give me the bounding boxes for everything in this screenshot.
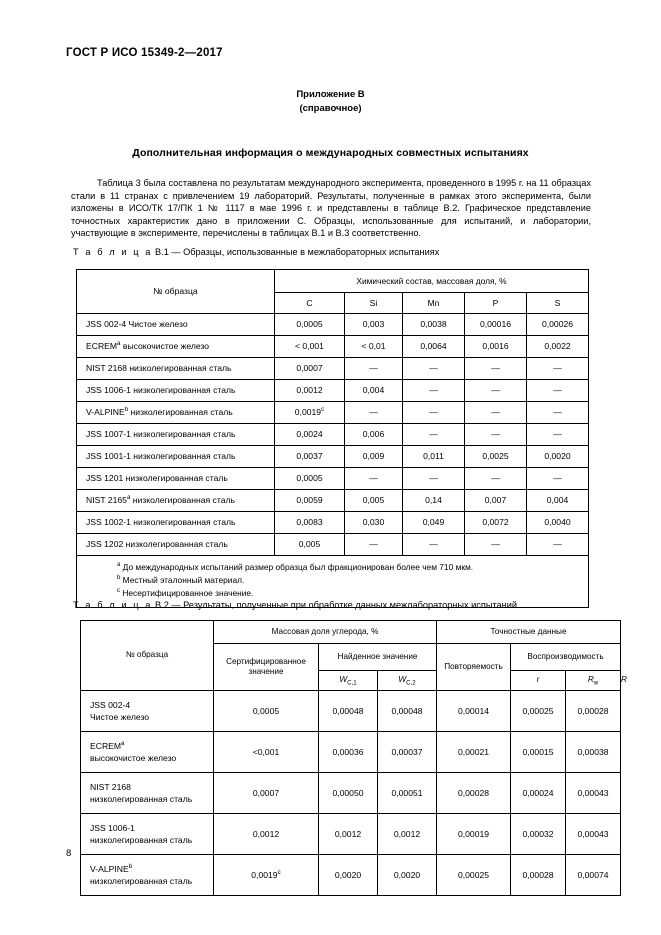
value-cell: — — [465, 468, 527, 490]
value-cell: 0,007 — [465, 490, 527, 512]
appendix-subtitle: (справочное) — [299, 102, 362, 114]
table-row — [77, 468, 589, 490]
value-cell: 0,006 — [345, 424, 403, 446]
value-cell: 0,00024 — [511, 773, 566, 814]
sample-name-cell: JSS 002-4 Чистое железо — [77, 314, 275, 336]
table-row — [81, 814, 621, 855]
value-cell: 0,00016 — [465, 314, 527, 336]
sample-name-text: V-ALPINE — [86, 407, 125, 418]
sample-name-line2: низколегированная сталь — [90, 794, 193, 804]
value-cell: — — [403, 380, 465, 402]
sample-name-cell: JSS 1202 низколегированная сталь — [77, 534, 275, 556]
table-b2-col-certified: Сертифицированное значение — [214, 644, 319, 691]
value-cell: 0,0020 — [527, 446, 589, 468]
table-b1-col-p: P — [465, 293, 527, 314]
table-b2-caption-text: — Результаты, полученные при обработке данных межлабораторных испытаний — [171, 600, 517, 610]
appendix-heading — [0, 88, 661, 116]
table-b2-col-wc2 — [378, 671, 437, 691]
value-cell: — — [403, 468, 465, 490]
value-cell: 0,0007 — [275, 358, 345, 380]
rw-sub: w — [593, 680, 599, 688]
table-b1-body — [77, 314, 589, 556]
table-row — [77, 336, 589, 358]
value-cell: — — [345, 402, 403, 424]
value-cell: 0,005 — [275, 534, 345, 556]
value-cell: — — [403, 534, 465, 556]
value-cell: — — [345, 534, 403, 556]
wc1-base: W — [339, 675, 348, 685]
footnote-text: До международных испытаний размер образца был фракционирован более чем 710 мкм. — [120, 562, 474, 572]
page-number: 8 — [66, 848, 72, 859]
value-cell: 0,00028 — [511, 855, 566, 896]
value-cell: 0,00025 — [511, 691, 566, 732]
table-row — [77, 490, 589, 512]
sample-name-cell: NIST 2168 низколегированная сталь — [77, 358, 275, 380]
table-b1-caption-prefix: Т а б л и ц а — [73, 247, 153, 257]
value-cell: — — [465, 358, 527, 380]
table-b2-caption-number: В.2 — [155, 600, 169, 610]
value-cell: 0,0022 — [527, 336, 589, 358]
sample-name-text: ECREM — [86, 341, 118, 352]
value-cell: 0,0064 — [403, 336, 465, 358]
sample-name-text-2: высокочистое железо — [120, 341, 210, 352]
value-cell: — — [465, 402, 527, 424]
table-row — [81, 855, 621, 896]
wc2-sub: C,2 — [406, 680, 416, 688]
table-row — [77, 424, 589, 446]
value-cell: — — [527, 380, 589, 402]
table-b2-col-rw — [566, 671, 621, 691]
value-cell: 0,0005 — [275, 468, 345, 490]
value-cell: < 0,001 — [275, 336, 345, 358]
certified-value-cell: 0,0012 — [214, 814, 319, 855]
sample-name-line1: JSS 1006-1 — [90, 822, 135, 833]
table-b1-caption — [73, 247, 439, 257]
sample-name-cell — [81, 773, 214, 814]
value-cell: < 0,01 — [345, 336, 403, 358]
sample-name-cell: JSS 1007-1 низколегированная сталь — [77, 424, 275, 446]
table-b1-header-row-1 — [77, 270, 589, 293]
value-cell: 0,00015 — [511, 732, 566, 773]
table-b1-col-c: C — [275, 293, 345, 314]
table-b1-caption-text: — Образцы, использованные в межлабораторных испытаниях — [171, 247, 440, 257]
value-cell: — — [527, 468, 589, 490]
footnote-marker: b — [117, 575, 121, 582]
value-cell: 0,0024 — [275, 424, 345, 446]
wc1-sub: C,1 — [347, 680, 357, 688]
table-row — [77, 380, 589, 402]
value-cell: 0,0016 — [465, 336, 527, 358]
table-row — [81, 691, 621, 732]
r-symbol: r — [536, 675, 540, 685]
table-b2-col-repeatability: Повторяемость — [437, 644, 511, 691]
sample-name-line1: V-ALPINE$^b$ — [90, 862, 133, 874]
value-cell: — — [527, 402, 589, 424]
value-cell: 0,004 — [345, 380, 403, 402]
sample-name-text: NIST 2165 — [86, 495, 127, 506]
table-b1-col-sample: № образца — [77, 270, 275, 314]
value-cell: 0,00028 — [437, 773, 511, 814]
sample-name-cell — [77, 402, 275, 424]
table-b1-col-group: Химический состав, массовая доля, % — [275, 270, 589, 293]
value-cell: 0,011 — [403, 446, 465, 468]
footnote-marker: b — [128, 862, 133, 870]
footnote-marker: a — [117, 340, 121, 348]
table-b2-col-found: Найденное значение — [319, 644, 437, 671]
table-b2-col-sample: № образца — [81, 621, 214, 691]
value-cell: 0,0083 — [275, 512, 345, 534]
sample-name-cell — [81, 732, 214, 773]
value-cell: 0,0019$^c$ — [275, 402, 345, 424]
sample-name-cell — [81, 855, 214, 896]
sample-name-cell — [81, 691, 214, 732]
value-cell: — — [403, 424, 465, 446]
value-cell: 0,00048 — [378, 691, 437, 732]
sample-name-line2: высокочистое железо — [90, 753, 177, 763]
table-b2-caption — [73, 600, 517, 610]
table-b2-header-row-1 — [81, 621, 621, 644]
page-title: Дополнительная информация о международных совместных испытаниях — [132, 147, 529, 159]
value-cell: 0,00051 — [378, 773, 437, 814]
footnote — [117, 574, 580, 587]
value-cell: 0,0072 — [465, 512, 527, 534]
table-b2-col-group-mass: Массовая доля углерода, % — [214, 621, 437, 644]
footnote — [117, 561, 580, 574]
table-b2 — [80, 620, 627, 896]
value-cell: 0,0037 — [275, 446, 345, 468]
value-cell: — — [527, 358, 589, 380]
value-cell: 0,00050 — [319, 773, 378, 814]
table-row — [81, 773, 621, 814]
value-cell: 0,14 — [403, 490, 465, 512]
value-cell: — — [465, 534, 527, 556]
table-row — [77, 358, 589, 380]
value-cell: 0,049 — [403, 512, 465, 534]
value-cell: — — [345, 358, 403, 380]
value-cell: 0,005 — [345, 490, 403, 512]
table-row — [77, 446, 589, 468]
bigr-symbol: R — [621, 675, 627, 685]
value-cell: 0,00037 — [378, 732, 437, 773]
value-cell: 0,00048 — [319, 691, 378, 732]
value-cell: 0,003 — [345, 314, 403, 336]
table-b1-col-mn: Mn — [403, 293, 465, 314]
value-cell: 0,0012 — [378, 814, 437, 855]
value-cell: 0,0020 — [319, 855, 378, 896]
footnote-marker: b — [124, 406, 129, 414]
footnote-marker: c — [277, 868, 281, 876]
table-b1-col-si: Si — [345, 293, 403, 314]
value-cell: — — [403, 402, 465, 424]
value-cell: — — [527, 534, 589, 556]
value-cell: 0,00026 — [527, 314, 589, 336]
sample-name-cell — [81, 814, 214, 855]
sample-name-line1: JSS 002-4 — [90, 699, 131, 710]
certified-value-cell: 0,0019$^c$ — [214, 855, 319, 896]
table-row — [77, 512, 589, 534]
rw-base: R — [587, 675, 594, 685]
footnote-marker: a — [126, 494, 131, 502]
sample-name-cell: JSS 1001-1 низколегированная сталь — [77, 446, 275, 468]
value-cell: 0,0040 — [527, 512, 589, 534]
sample-name-cell: JSS 1006-1 низколегированная сталь — [77, 380, 275, 402]
value-cell: 0,00028 — [566, 691, 621, 732]
table-b2-col-reproducibility: Воспроизводимость — [511, 644, 621, 671]
value-cell: — — [403, 358, 465, 380]
value-cell: 0,0059 — [275, 490, 345, 512]
value-cell: 0,030 — [345, 512, 403, 534]
sample-name-cell: JSS 1002-1 низколегированная сталь — [77, 512, 275, 534]
footnote-marker: c — [321, 406, 325, 414]
table-b1-col-s: S — [527, 293, 589, 314]
value-cell: — — [465, 380, 527, 402]
value-cell: — — [465, 424, 527, 446]
sample-name-line1: ECREM$^a$ — [90, 739, 125, 751]
table-row — [77, 314, 589, 336]
sample-name-text-2: низколегированная сталь — [130, 495, 235, 506]
value-cell: 0,00038 — [566, 732, 621, 773]
table-b2-body — [81, 691, 621, 896]
value-cell: 0,0012 — [275, 380, 345, 402]
sample-name-line2: Чистое железо — [90, 712, 150, 722]
footnote-marker: a — [117, 562, 121, 569]
table-b2-col-wc1 — [319, 671, 378, 691]
footnote-text: Несертифицированное значение. — [120, 588, 254, 599]
sample-name-line2: низколегированная сталь — [90, 876, 193, 886]
value-cell: 0,009 — [345, 446, 403, 468]
footnote-marker: a — [121, 739, 125, 747]
table-b1-caption-number: В.1 — [155, 247, 169, 257]
value-cell: 0,00074 — [566, 855, 621, 896]
intro-paragraph: Таблица 3 была составлена по результатам международного эксперимента, проведенного в 1995 г. на 11 образцах стали в 11 странах с привлечением 19 лабораторий. Результаты, полученные в рамках этого эксперимента, были изложены в ИСО/ТК 17/ПК 1 № 1117 в мае 1996 г. и представлены в таблице В.2. Графическое представление точностных характеристик дано в приложении С. Образцы, использованные для испытаний, и лаборатории, участвующие в эксперименте, перечислены в таблицах В.1 и В.3 соответственно. — [71, 178, 591, 239]
value-cell: 0,0005 — [275, 314, 345, 336]
value-cell: 0,0025 — [465, 446, 527, 468]
certified-value-cell: <0,001 — [214, 732, 319, 773]
sample-name-cell — [77, 336, 275, 358]
value-cell: — — [527, 424, 589, 446]
sample-name-line1: NIST 2168 — [90, 781, 131, 792]
sample-name-cell — [77, 490, 275, 512]
certified-value-cell: 0,0007 — [214, 773, 319, 814]
appendix-title: Приложение В — [296, 89, 365, 100]
value-cell: 0,00036 — [319, 732, 378, 773]
footnote-text: Местный эталонный материал. — [120, 575, 245, 586]
sample-name-text-2: низколегированная сталь — [128, 407, 233, 418]
value-cell: 0,00021 — [437, 732, 511, 773]
value-cell: 0,0038 — [403, 314, 465, 336]
value-cell: 0,00043 — [566, 814, 621, 855]
footnote — [117, 587, 580, 600]
table-row — [81, 732, 621, 773]
value-cell: 0,00043 — [566, 773, 621, 814]
value-cell: 0,00025 — [437, 855, 511, 896]
value-cell: 0,00014 — [437, 691, 511, 732]
footnote-marker: c — [117, 588, 121, 595]
table-row — [77, 402, 589, 424]
table-b2-col-r — [511, 671, 566, 691]
table-b2-caption-prefix: Т а б л и ц а — [73, 600, 153, 610]
value-cell: 0,004 — [527, 490, 589, 512]
value-cell: 0,00019 — [437, 814, 511, 855]
value-cell: 0,00032 — [511, 814, 566, 855]
sample-name-line2: низколегированная сталь — [90, 835, 193, 845]
certified-value-cell: 0,0005 — [214, 691, 319, 732]
wc2-base: W — [398, 675, 407, 685]
table-b1 — [76, 269, 589, 608]
value-cell: 0,0020 — [378, 855, 437, 896]
table-row — [77, 534, 589, 556]
sample-name-cell: JSS 1201 низколегированная сталь — [77, 468, 275, 490]
table-b2-col-group-precision: Точностные данные — [437, 621, 621, 644]
value-cell: 0,0012 — [319, 814, 378, 855]
document-header: ГОСТ Р ИСО 15349-2—2017 — [66, 47, 223, 59]
value-cell: — — [345, 468, 403, 490]
